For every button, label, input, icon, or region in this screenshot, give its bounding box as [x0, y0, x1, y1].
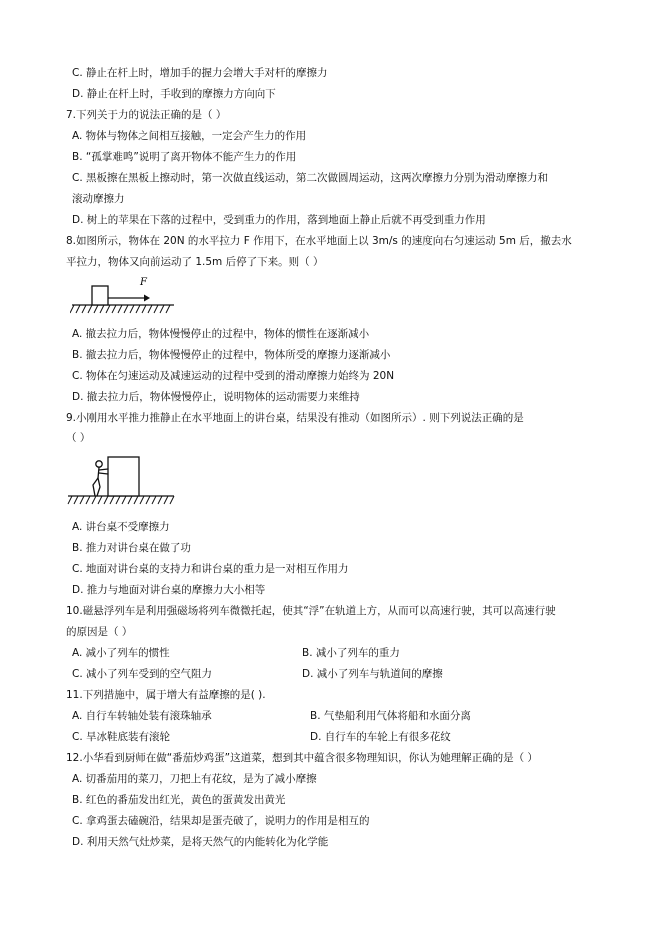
- q8-option-d: D. 撤去拉力后，物体慢慢停止，说明物体的运动需要力来维持: [72, 391, 360, 403]
- q11-option-a: A. 自行车转轴处装有滚珠轴承: [72, 710, 212, 722]
- q11-option-c: C. 旱冰鞋底装有滚轮: [72, 731, 171, 743]
- q9-figure-desk: [108, 457, 139, 496]
- q10-option-b: B. 减小了列车的重力: [302, 647, 400, 659]
- q12-option-b: B. 红色的番茄发出红光，黄色的蛋黄发出黄光: [72, 794, 286, 806]
- q8-figure-force-label: F: [140, 277, 147, 288]
- q8-option-b: B. 撤去拉力后，物体慢慢停止的过程中，物体所受的摩擦力逐渐减小: [72, 349, 391, 361]
- q9-figure-person: [93, 461, 108, 496]
- q10-stem-line2: 的原因是（ ）: [66, 626, 133, 638]
- q11-stem: 11.下列措施中，属于增大有益摩擦的是( ).: [66, 689, 266, 701]
- q10-option-a: A. 减小了列车的惯性: [72, 647, 170, 659]
- q9-figure-ground: [68, 496, 174, 504]
- q10-stem-line1: 10.磁悬浮列车是利用强磁场将列车微微托起，使其“浮”在轨道上方，从而可以高速行驶，其可以高速行驶: [66, 605, 556, 617]
- q7-option-a: A. 物体与物体之间相互接触，一定会产生力的作用: [72, 130, 307, 142]
- q9-figure-push-desk: [66, 452, 178, 508]
- q6-option-d: D. 静止在杆上时，手收到的摩擦力方向向下: [72, 88, 276, 100]
- q8-figure-block-pulled: [70, 274, 178, 318]
- q9-option-b: B. 推力对讲台桌在做了功: [72, 542, 191, 554]
- q12-option-d: D. 利用天然气灶炒菜，是将天然气的内能转化为化学能: [72, 836, 329, 848]
- q9-option-c: C. 地面对讲台桌的支持力和讲台桌的重力是一对相互作用力: [72, 563, 349, 575]
- q7-stem: 7.下列关于力的说法正确的是（ ）: [66, 109, 227, 121]
- q11-option-d: D. 自行车的车轮上有很多花纹: [310, 731, 451, 743]
- q7-option-c-line1: C. 黑板擦在黑板上擦动时，第一次做直线运动，第二次做圆周运动，这两次摩擦力分别为滑动摩擦力和: [72, 172, 549, 184]
- q8-figure-ground: [70, 305, 174, 313]
- q7-option-d: D. 树上的苹果在下落的过程中，受到重力的作用，落到地面上静止后就不再受到重力作用: [72, 214, 486, 226]
- q8-option-a: A. 撤去拉力后，物体慢慢停止的过程中，物体的惯性在逐渐减小: [72, 328, 370, 340]
- q8-figure-block: [92, 286, 108, 305]
- q8-option-c: C. 物体在匀速运动及减速运动的过程中受到的滑动摩擦力始终为 20N: [72, 370, 395, 382]
- q12-stem: 12.小华看到厨师在做“番茄炒鸡蛋”这道菜，想到其中蕴含很多物理知识，你认为她理解正确的是（ ）: [66, 752, 538, 764]
- q9-stem-line2: （ ）: [66, 432, 91, 444]
- q12-option-c: C. 拿鸡蛋去磕碗沿，结果却是蛋壳破了，说明力的作用是相互的: [72, 815, 370, 827]
- q10-option-c: C. 减小了列车受到的空气阻力: [72, 668, 213, 680]
- q7-option-c-line2: 滚动摩擦力: [72, 193, 125, 205]
- q8-stem-line2: 平拉力，物体又向前运动了 1.5m 后停了下来。则（ ）: [66, 256, 324, 268]
- q8-figure-arrowhead: [144, 295, 150, 302]
- q9-option-a: A. 讲台桌不受摩擦力: [72, 521, 170, 533]
- q8-stem-line1: 8.如图所示，物体在 20N 的水平拉力 F 作用下，在水平地面上以 3m/s 的速度向右匀速运动 5m 后，撤去水: [66, 235, 572, 247]
- q9-stem-line1: 9.小刚用水平推力推静止在水平地面上的讲台桌，结果没有推动（如图所示）. 则下列说法正确的是: [66, 412, 524, 424]
- q7-option-b: B. “孤掌难鸣”说明了离开物体不能产生力的作用: [72, 151, 297, 163]
- q9-option-d: D. 推力与地面对讲台桌的摩擦力大小相等: [72, 584, 266, 596]
- q6-option-c: C. 静止在杆上时，增加手的握力会增大手对杆的摩擦力: [72, 67, 328, 79]
- q10-option-d: D. 减小了列车与轨道间的摩擦: [302, 668, 443, 680]
- q11-option-b: B. 气垫船利用气体将船和水面分离: [310, 710, 471, 722]
- q12-option-a: A. 切番茄用的菜刀，刀把上有花纹，是为了减小摩擦: [72, 773, 317, 785]
